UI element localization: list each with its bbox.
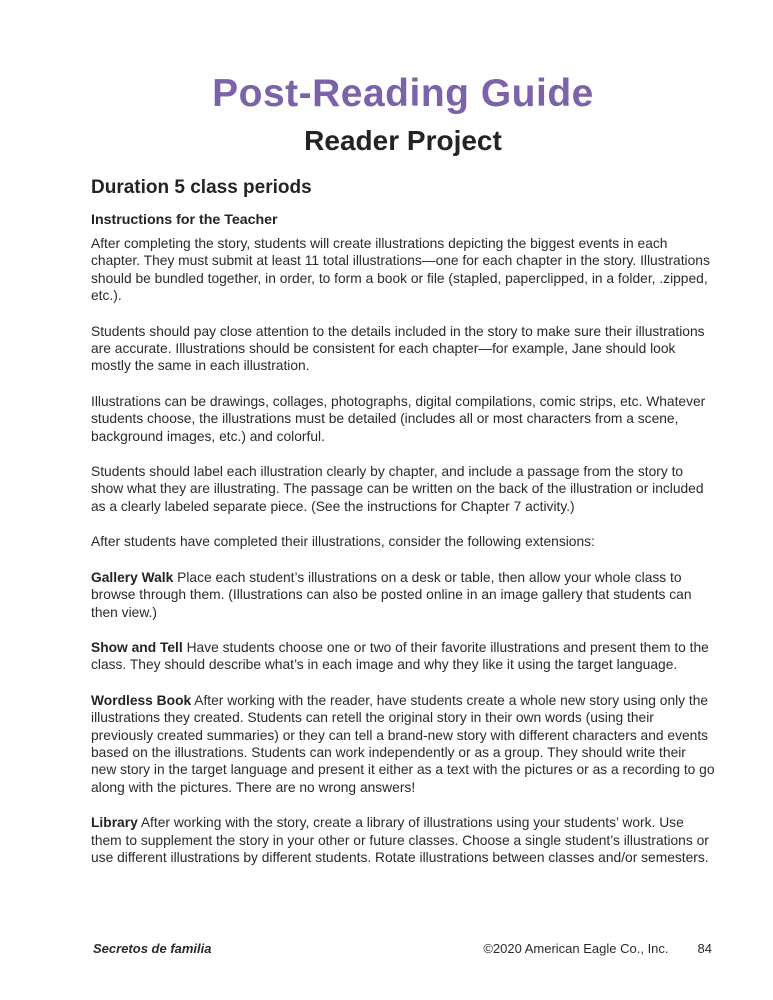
footer-page-number: 84 xyxy=(697,941,712,956)
body-paragraph xyxy=(91,463,715,515)
duration-heading: Duration 5 class periods xyxy=(91,177,312,198)
paragraph-text: Place each student’s illustrations on a desk or table, then allow your whole class to browse through them. (Illustrations can also be posted online in an image gallery that students can then view.) xyxy=(91,569,692,620)
extension-title: Show and Tell xyxy=(91,639,183,655)
extension-paragraph-library xyxy=(91,814,715,866)
extension-paragraph-wordless-book xyxy=(91,692,715,796)
page-content xyxy=(91,0,715,884)
page-subtitle: Reader Project xyxy=(304,125,502,156)
paragraph-text: Students should label each illustration clearly by chapter, and include a passage from the story to show what they are illustrating. The passage can be written on the back of the illustration or included as a clearly labeled separate piece. (See the instructions for Chapter 7 activity.) xyxy=(91,464,704,514)
paragraph-text: After working with the story, create a library of illustrations using your students’ work. Use them to supplement the story in your other or future classes. Choose a single student’s illustrations or use different illustrations by different students. Rotate illustrations between classes and/or semesters. xyxy=(91,815,709,865)
page-title: Post-Reading Guide xyxy=(212,72,594,115)
footer-book-title: Secretos de familia xyxy=(93,941,212,956)
extension-paragraph-show-and-tell xyxy=(91,639,715,674)
paragraph-text: After completing the story, students will create illustrations depicting the biggest events in each chapter. They must submit at least 11 total illustrations—one for each chapter in the story. Illustrations should be bundled together, in order, to form a book or file (stapled, paperclipped, in a folder, .zipped, etc.). xyxy=(91,236,710,304)
instructions-heading: Instructions for the Teacher xyxy=(91,212,278,228)
paragraph-text: Illustrations can be drawings, collages, photographs, digital compilations, comic strips, etc. Whatever students choose, the illustrations must be detailed (includes all or most characters from a scene, background images, etc.) and colorful. xyxy=(91,393,706,444)
body-paragraph xyxy=(91,235,715,305)
extension-title: Library xyxy=(91,815,138,831)
body-paragraph xyxy=(91,533,715,550)
page-footer xyxy=(93,941,712,956)
extension-title: Gallery Walk xyxy=(91,569,174,585)
paragraph-text: After students have completed their illustrations, consider the following extensions: xyxy=(91,534,595,550)
extension-paragraph-gallery-walk xyxy=(91,569,715,621)
body-paragraph xyxy=(91,393,715,445)
footer-copyright: ©2020 American Eagle Co., Inc. xyxy=(483,941,669,956)
footer-right-group xyxy=(483,941,712,956)
body-paragraph xyxy=(91,323,715,375)
paragraph-text: After working with the reader, have students create a whole new story using only the illustrations they created. Students can retell the original story in their own words (using their previously created summaries) or they can tell a brand-new story with different characters and events based on the illustrations. Students can work independently or as a group. They should write their new story in the target language and present it either as a text with the pictures or as a recording to go along with the pictures. There are no wrong answers! xyxy=(91,692,715,795)
paragraph-text: Students should pay close attention to the details included in the story to make sure their illustrations are accurate. Illustrations should be consistent for each chapter—for example, Jane should look mostly the same in each illustration. xyxy=(91,323,705,374)
paragraph-text: Have students choose one or two of their favorite illustrations and present them to the class. They should describe what’s in each image and why they like it using the target language. xyxy=(91,639,709,673)
extension-title: Wordless Book xyxy=(91,692,192,708)
